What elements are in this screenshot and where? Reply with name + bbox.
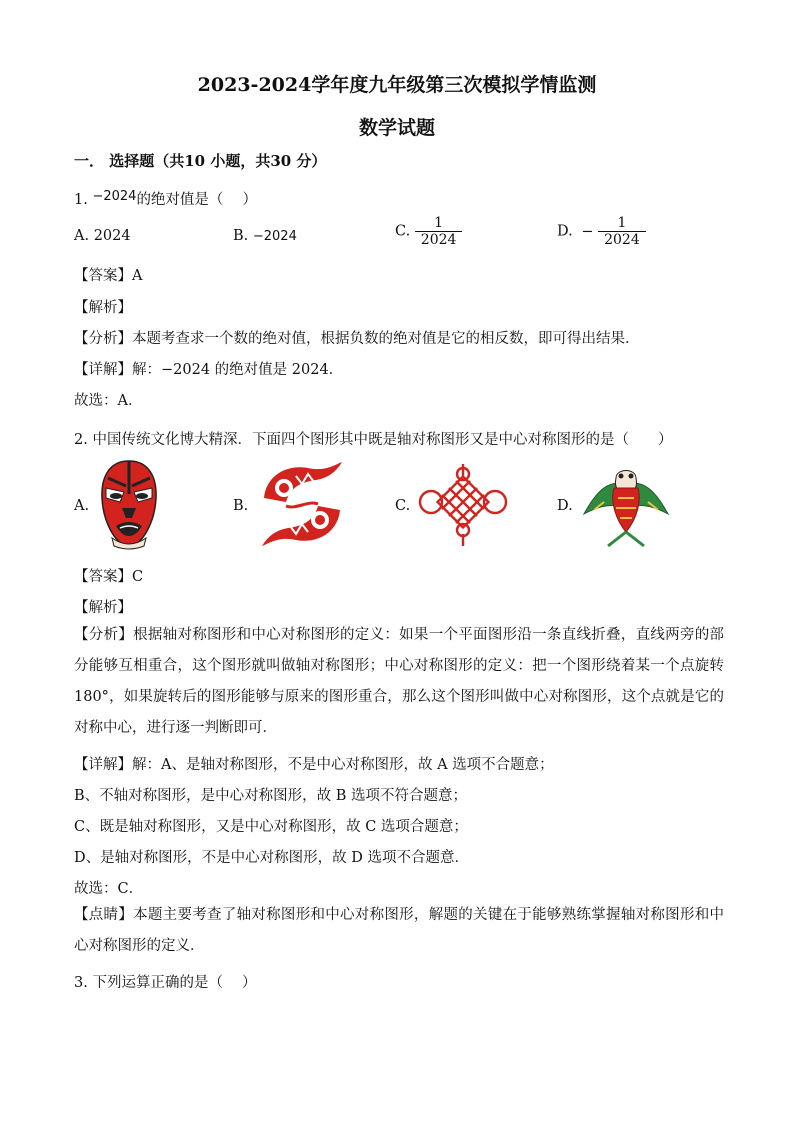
dianjing-label: 【点睛】 — [74, 907, 134, 923]
dianjing-text: 本题主要考查了轴对称图形和中心对称图形，解题的关键在于能够熟练掌握轴对称图形和中心对称图形的定义． — [74, 907, 725, 954]
answer-label: 【答案】 — [74, 268, 132, 284]
xiangjie-line — [74, 358, 343, 379]
analysis-label: 【解析】 — [74, 600, 132, 616]
fraction — [598, 215, 646, 248]
xiangjie-text: 解：−2024 的绝对值是 2024． — [132, 362, 344, 378]
question-text: 中国传统文化博大精深．下面四个图形其中既是轴对称图形又是中心对称图形的是（ ） — [92, 432, 673, 448]
dianjing-paragraph — [74, 900, 724, 962]
answer-value: C — [132, 569, 144, 585]
question-3-stem — [74, 971, 257, 992]
fraction-numerator: 1 — [434, 215, 444, 231]
chinese-knot-icon — [415, 462, 511, 548]
fraction — [415, 215, 463, 248]
xiangjie-text: 解：A、是轴对称图形，不是中心对称图形，故 A 选项不合题意； — [132, 757, 554, 773]
option-value: −2024 — [252, 229, 297, 244]
kite-icon — [580, 458, 672, 548]
xiangjie-line — [74, 753, 554, 774]
question-number: 2. — [74, 432, 88, 448]
detail-line-d: D、是轴对称图形，不是中心对称图形，故 D 选项不合题意． — [74, 850, 469, 866]
option-label: B. — [233, 498, 249, 514]
answer-line — [74, 565, 143, 586]
option-value: 2024 — [93, 228, 131, 244]
option-label: D. — [557, 498, 573, 514]
fenxi-line — [74, 327, 640, 348]
option-a — [74, 228, 131, 244]
fenxi-paragraph — [74, 620, 724, 744]
papercut-fish-icon — [256, 458, 348, 550]
answer-line — [74, 264, 142, 285]
choose-line: 故选：C． — [74, 881, 144, 897]
option-b — [233, 228, 297, 244]
xiangjie-label: 【详解】 — [74, 757, 132, 773]
question-1-stem — [74, 188, 257, 209]
fraction-numerator: 1 — [617, 215, 627, 231]
option-label: C. — [395, 498, 411, 514]
detail-line-b: B、不轴对称图形，是中心对称图形，故 B 选项不符合题意； — [74, 788, 468, 804]
option-label: A. — [74, 228, 90, 244]
question-2-stem — [74, 428, 672, 449]
fenxi-text: 根据轴对称图形和中心对称图形的定义：如果一个平面图形沿一条直线折叠，直线两旁的部分能够互相重合，这个图形就叫做轴对称图形；中心对称图形的定义：把一个图形绕着某一个点旋转180°，如果旋转后的图形能够与原来的图形重合，那么这个图形叫做中心对称图形，这个点就是它的对称中心，进行逐一判断即可． — [74, 627, 725, 736]
option-label: C. — [395, 223, 411, 240]
fenxi-label: 【分析】 — [74, 331, 132, 347]
fraction-denominator: 2024 — [598, 231, 646, 248]
answer-value: A — [132, 268, 143, 284]
analysis-label: 【解析】 — [74, 300, 132, 316]
question-text: 下列运算正确的是（ ） — [92, 975, 257, 991]
xiangjie-label: 【详解】 — [74, 362, 132, 378]
option-d — [557, 215, 646, 248]
minus-sign: − — [581, 223, 594, 240]
answer-label: 【答案】 — [74, 569, 132, 585]
fraction-denominator: 2024 — [415, 231, 463, 248]
option-c — [395, 215, 462, 248]
option-label: B. — [233, 228, 249, 244]
detail-line-c: C、既是轴对称图形，又是中心对称图形，故 C 选项合题意； — [74, 819, 468, 835]
math-expression: −2024 — [92, 189, 137, 204]
fenxi-text: 本题考查求一个数的绝对值，根据负数的绝对值是它的相反数，即可得出结果． — [132, 331, 640, 347]
option-label: A. — [74, 498, 90, 514]
opera-mask-icon — [98, 458, 160, 550]
question-number: 3. — [74, 975, 88, 991]
page-title: 2023-2024学年度九年级第三次模拟学情监测 — [197, 74, 597, 96]
question-text: 的绝对值是（ ） — [136, 192, 258, 208]
question-number: 1. — [74, 192, 88, 208]
page-subtitle: 数学试题 — [358, 117, 435, 139]
fenxi-label: 【分析】 — [74, 627, 134, 643]
section-heading: 一． 选择题（共10 小题，共30 分） — [74, 152, 327, 170]
choose-line: 故选：A． — [74, 393, 143, 409]
option-label: D. — [557, 223, 573, 240]
